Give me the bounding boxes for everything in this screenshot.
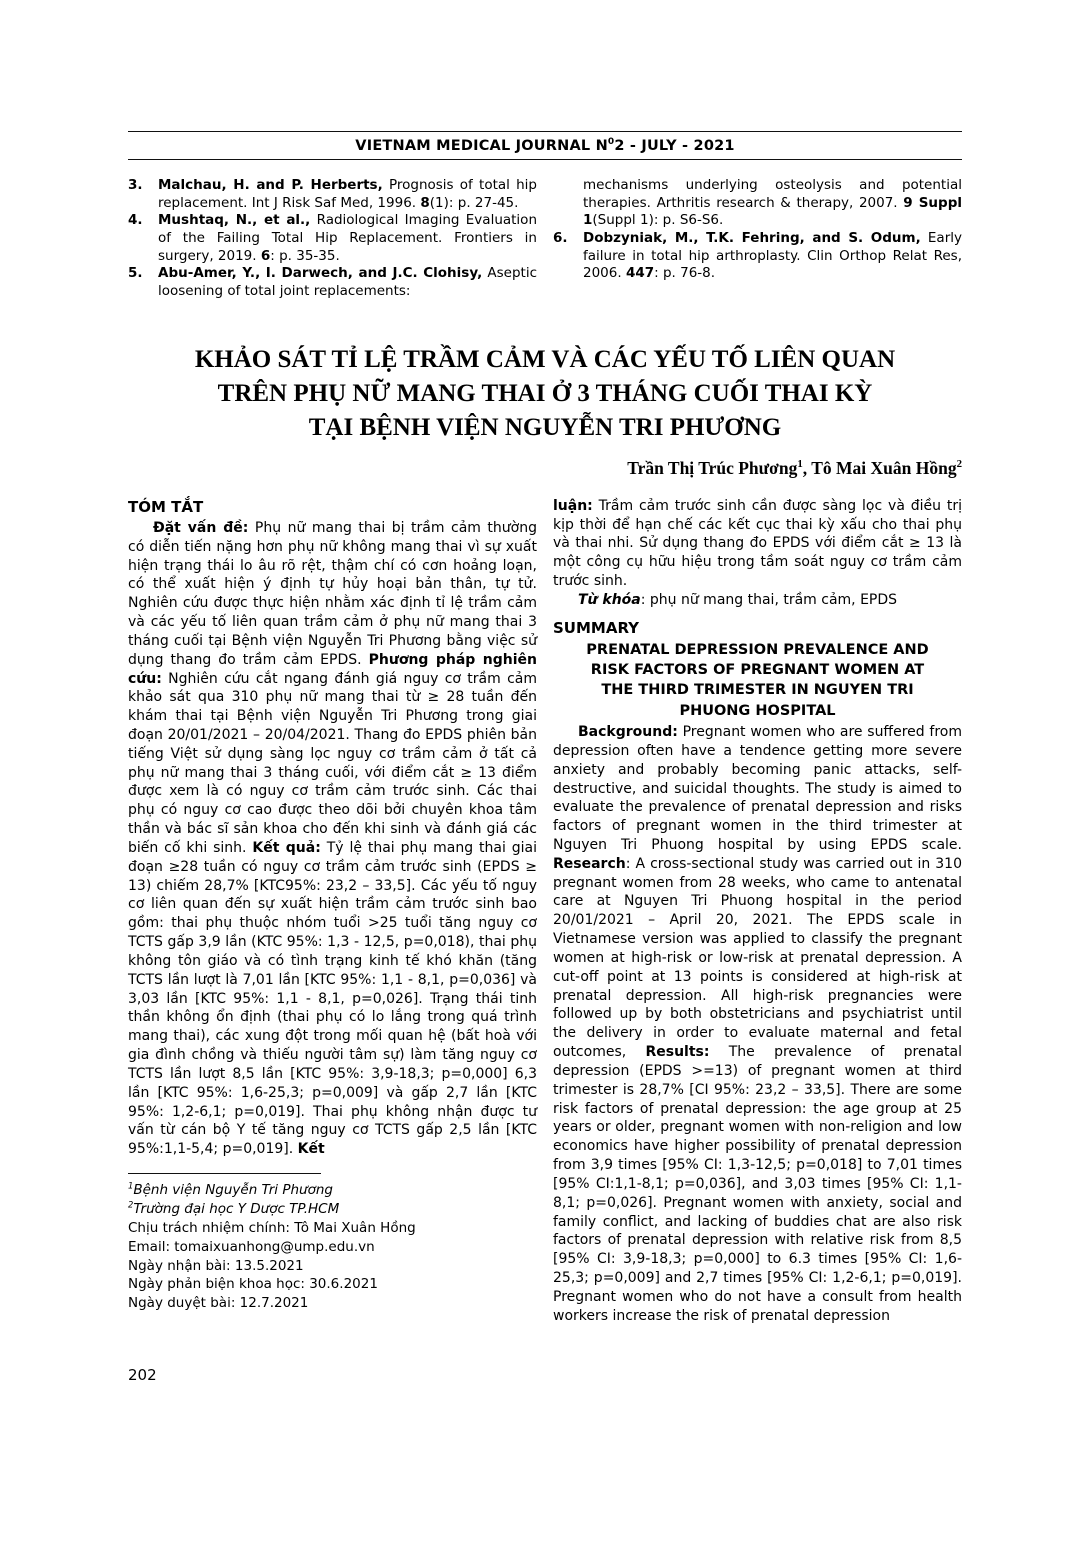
abstract-paragraph: Đặt vấn đề: Phụ nữ mang thai bị trầm cảm thường có diễn tiến nặng hơn phụ nữ không mang thai vì sự xuất hiện trạng thái lo âu rõ rệt, thậm chí có cơn hoảng loạn, có thể xuất hiện ý định tự hủy hoại bản thân, tự tử. Nghiên cứu được thực hiện nhằm xác định tỉ lệ trầm cảm và các yếu tố liên quan trầm cảm ở phụ nữ mang thai 3 tháng cuối tại Bệnh viện Nguyễn Tri Phương bằng việc sử dụng thang đo trầm cảm EPDS. Phương pháp nghiên cứu: Nghiên cứu cắt ngang đánh giá nguy cơ trầm cảm khảo sát qua 310 phụ nữ mang thai từ ≥ 28 tuần đến khám thai tại Bệnh viện Nguyễn Tri Phương trong giai đoạn 20/01/2021 – 20/04/2021. Thang đo EPDS phiên bản tiếng Việt sử dụng sàng lọc nguy cơ trầm cảm ở tất cả phụ nữ mang thai 3 tháng cuối, với điểm cắt ≥ 13 điểm được xem là có nguy cơ trầm cảm trước sinh. Các thai phụ có nguy cơ cao được theo dõi bởi chuyên khoa tâm thần và bác sĩ sản khoa cho đến khi sinh và đánh giá các biến cố khi sinh. Kết quả: Tỷ lệ thai phụ mang thai giai đoạn ≥28 tuần có nguy cơ trầm cảm trước sinh (EPDS ≥ 13) chiếm 28,7% [KTC95%: 23,2 – 33,5]. Các yếu tố nguy cơ liên quan đến sự xuất hiện trầm cảm trước sinh bao gồm: thai phụ thuộc nhóm tuổi >25 tuổi tăng nguy cơ TCTS gấp 3,9 lần (KTC 95%: 1,3 - 12,5, p=0,018), thai phụ không tôn giáo và có tình trạng kinh tế khó khăn (tăng TCTS lần lượt là 7,01 lần [KTC 95%: 1,1 - 8,1, p=0,036] và 3,03 lần [KTC 95%: 1,1 - 8,1, p=0,026]. Trạng thái tinh thần không ổn định (thai phụ có lo lắng trong quá trình mang thai), các xung đột trong mối quan hệ (bất hoà với gia đình chồng và thiếu người tâm sự) làm tăng nguy cơ TCTS lần lượt 8,5 lần [KTC 95%: 3,9-18,3; p=0,000] 6,3 lần [KTC 95%: 1,6-25,3; p=0,009] và gấp 2,7 lần [KTC 95%: 1,2-6,1; p=0,019]. Thai phụ không nhận được tư vấn từ cán bộ Y tế tăng nguy cơ TCTS gấp 2,5 lần [KTC 95%:1,1-5,4; p=0,019]. Kết [128, 519, 538, 1158]
article-body [128, 497, 962, 1326]
reference-item-5-continuation: mechanisms underlying osteolysis and potential therapies. Arthritis research & therapy, 2007. 9 Suppl 1(Suppl 1): p. S6-S6. [583, 177, 962, 229]
summary-title-line-1: PRENATAL DEPRESSION PREVALENCE AND [586, 641, 929, 658]
references-left-column [128, 177, 537, 301]
article-title-line-3: TẠI BỆNH VIỆN NGUYỄN TRI PHƯƠNG [308, 413, 782, 441]
article-title-line-1: KHẢO SÁT TỈ LỆ TRẦM CẢM VÀ CÁC YẾU TỐ LIÊN QUAN [194, 345, 896, 373]
reference-item-3 [128, 177, 537, 212]
reference-text: Malchau, H. and P. Herberts, Prognosis of total hip replacement. Int J Risk Saf Med, 1996. 8(1): p. 27-45. [158, 177, 538, 211]
reference-text: Abu-Amer, Y., I. Darwech, and J.C. Clohisy, Aseptic loosening of total joint replacements: [158, 265, 537, 300]
reference-number: 6. [553, 230, 568, 247]
body-right-column [553, 497, 962, 1326]
authors-line: Trần Thị Trúc Phương$^1$, Tô Mai Xuân Hồng$^2$ [627, 457, 962, 478]
references-section [128, 177, 962, 301]
affiliation-2: $^2$Trường đại học Y Dược TP.HCM [128, 1199, 340, 1217]
summary-heading: SUMMARY [553, 618, 640, 637]
summary-title-line-3: THE THIRD TRIMESTER IN NGUYEN TRI [601, 682, 914, 699]
reference-number: 4. [128, 212, 143, 229]
reference-text: Mushtaq, N., et al., Radiological Imaging Evaluation of the Failing Total Hip Replacement. Frontiers in surgery, 2019. 6: p. 35-35. [158, 212, 538, 264]
summary-paragraph: Background: Pregnant women who are suffered from depression often have a tendence getting more severe anxiety and probably becoming panic attacks, self-destructive, and suicidal thoughts. The study is aimed to evaluate the prevalence of prenatal depression and risks factors of pregnant women in the third trimester at Nguyen Tri Phuong hospital by using EPDS scale. Research: A cross-sectional study was carried out in 310 pregnant women from 28 weeks, who came to antenatal care at Nguyen Tri Phuong hospital in the period 20/01/2021 – April 20, 2021. The EPDS scale in Vietnamese version was applied to classify the pregnant women at high-risk or low-risk at prenatal depression. A cut-off point at 13 points is considered at high-risk at prenatal depression. All high-risk pregnancies were followed up by both obstetricians and psychiatrist until the delivery in order to evaluate maternal and fetal outcomes, Results: The prevalence of prenatal depression (EPDS >=13) of pregnant women at third trimester is 28,7% [CI 95%: 23,2 – 33,5]. There are some risk factors of prenatal depression: the age group at 25 years or older, pregnant women with non-religion and low economics have higher possibility of prenatal depression from 3,9 times [95% CI: 1,3-12,5; p=0,018] to 7,01 times [95% CI:1,1-8,1; p=0,036], and 3,03 times [95% CI: 1,1-8,1; p=0,026]. Pregnant women with anxiety, social and family conflict, and lacking of buddies chat are also risk factors of prenatal depression with relative risk from 8,5 [95% CI: 3,9-18,3; p=0,000] to 6.3 times [95% CI: 1,6-25,3; p=0,009] and 2,7 times [95% CI: 1,2-6,1; p=0,019]. Pregnant women who do not have a consult from health workers increase the risk of prenatal depression [553, 724, 962, 1324]
email-line: Email: tomaixuanhong@ump.edu.vn [128, 1238, 375, 1255]
summary-title-line-4: PHUONG HOSPITAL [679, 702, 836, 719]
page-content [128, 0, 962, 1326]
summary-title-line-2: RISK FACTORS OF PREGNANT WOMEN AT [590, 662, 925, 679]
summary-title [553, 640, 962, 721]
article-title [128, 343, 962, 445]
reference-number: 3. [128, 177, 143, 193]
reference-number: 5. [128, 265, 143, 282]
article-title-line-2: TRÊN PHỤ NỮ MANG THAI Ở 3 THÁNG CUỐI THAI KỲ [217, 379, 873, 407]
journal-title: VIETNAM MEDICAL JOURNAL $N^02$ - JULY - 2021 [355, 137, 735, 154]
reference-item-5 [128, 265, 537, 300]
journal-header [128, 131, 962, 160]
keywords-paragraph: Từ khóa: phụ nữ mang thai, trầm cảm, EPDS [578, 591, 898, 608]
corresponding-author-line: Chịu trách nhiệm chính: Tô Mai Xuân Hồng [128, 1219, 416, 1236]
reviewed-date-line: Ngày phản biện khoa học: 30.6.2021 [128, 1276, 378, 1293]
references-right-column [553, 177, 962, 301]
body-left-column [128, 497, 537, 1326]
accepted-date-line: Ngày duyệt bài: 12.7.2021 [128, 1295, 309, 1312]
conclusion-paragraph: luận: Trầm cảm trước sinh cần được sàng lọc và điều trị kịp thời để hạn chế các kết cục thai kỳ xấu cho thai phụ và thai nhi. Sử dụng thang đo EPDS với điểm cắt ≥ 13 là một công cụ hữu hiệu trong tầm soát nguy cơ trầm cảm trước sinh. [553, 497, 962, 590]
page-number: 202 [128, 1366, 157, 1384]
reference-item-4 [128, 212, 537, 265]
reference-text: Dobzyniak, M., T.K. Fehring, and S. Odum, Early failure in total hip arthroplasty. Clin Orthop Relat Res, 2006. 447: p. 76-8. [583, 230, 962, 282]
footnote-block [128, 1173, 537, 1313]
reference-item-6 [553, 230, 962, 283]
received-date-line: Ngày nhận bài: 13.5.2021 [128, 1257, 304, 1274]
footnote-divider [128, 1173, 321, 1174]
affiliation-1: $^1$Bệnh viện Nguyễn Tri Phương [128, 1180, 333, 1199]
header-rule-bottom [128, 159, 962, 160]
abstract-heading: TÓM TẮT [128, 497, 204, 516]
